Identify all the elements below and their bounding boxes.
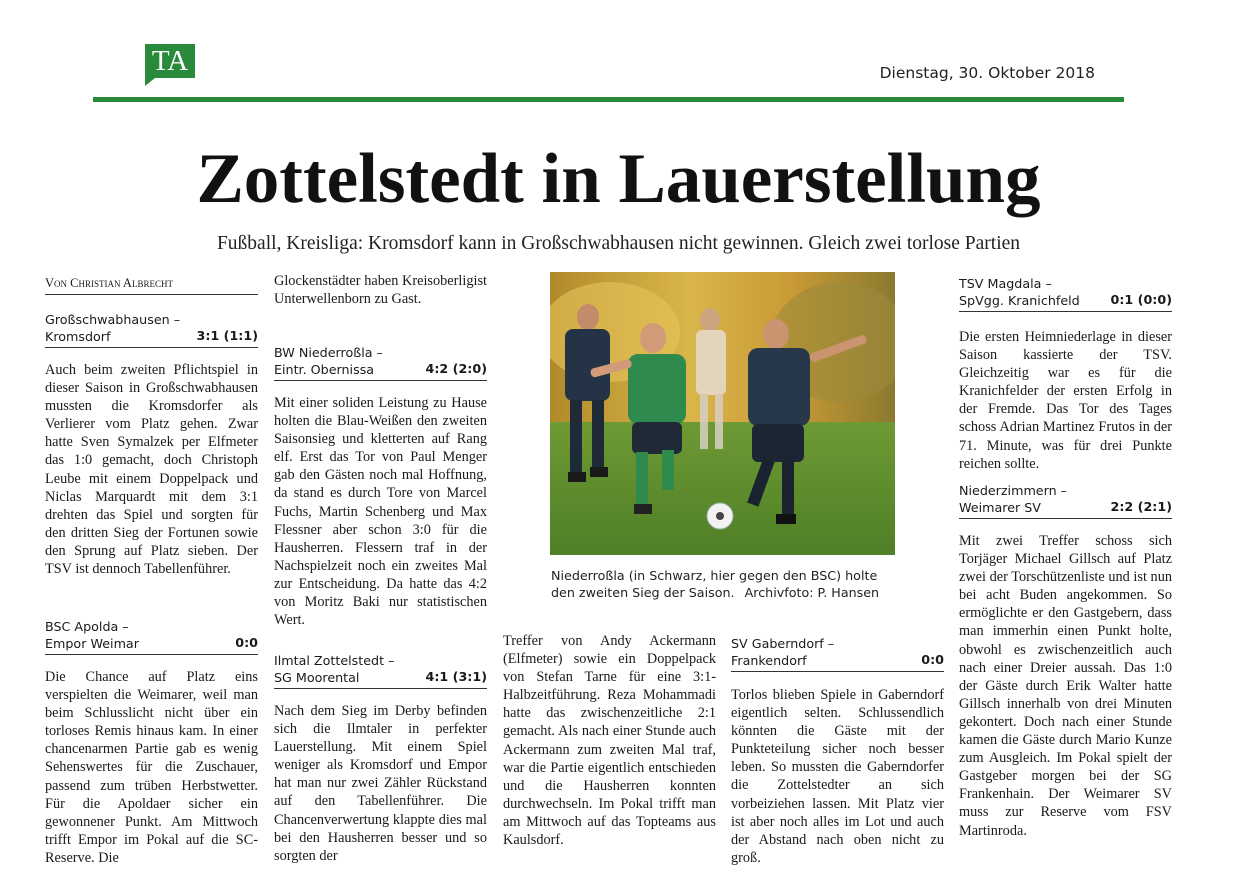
match-report: Mit zwei Treffer schoss sich Torjäger Michael Gillsch auf Platz zwei der Torschützenliste und ist nun bei acht Buden angekommen. So ermöglichte er den Gastgebern, dass man immerhin einen Punkt holte, obwohl es zwischenzeitlich auch nach einer Dreier aussah. Das 1:0 der Gäste durch Erik Walter hatte Gillsch innerhalb von drei Minuten gekontert. Doch nach einer Stunde kamen die Gäste durch Mario Kunze zum Ausgleich. Im Pokal spielt der Gastgeber morgen bei der SG Frankenhain. Der Weimarer SV muss zur Reserve vom FSV Martinroda. <box>959 533 1172 839</box>
match-score: 3:1 (1:1) <box>196 328 258 343</box>
away-team: Frankendorf <box>731 653 807 668</box>
masthead-rule <box>93 97 1124 102</box>
caption-text: Niederroßla (in Schwarz, hier gegen den BSC) holte den zweiten Sieg der Saison. <box>551 568 878 600</box>
match-report-continued: Treffer von Andy Ackermann (Elfmeter) sowie ein Doppelpack von Stefan Tarne für eine 3:1-Halbzeitführung. Reza Mohammadi hatte das zwischenzeitliche 2:1 gemacht. Als nach einer Stunde auch Ackermann zum zweiten Mal traf, war die Partie eigentlich entschieden und die Hausherren konnten durchwechseln. Im Pokal trifft man am Mittwoch auf das Topteams aus Kaulsdorf. <box>503 633 716 849</box>
home-team: TSV Magdala – <box>959 276 1052 291</box>
home-team: SV Gaberndorf – <box>731 636 835 651</box>
match-report: Die Chance auf Platz eins verspielten die Weimarer, weil man beim Schlusslicht nicht über ein torloses Remis hinaus kam. In einer chancenarmen Partie gab es wenig Sehenswertes für die Zuschauer, passend zum trüben Herbstwetter. Für die Apoldaer sicher ein gewonnener Punkt. Am Mittwoch trifft Empor im Pokal auf die SC-Reserve. Die <box>45 669 258 866</box>
match-report: Die ersten Heimniederlage in dieser Saison kassierte der TSV. Gleichzeitig war es für die Kranichfelder der ersten Erfolg in der Fremde. Das Tor des Tages schoss Adrian Martinez Frutos in der 71. Minute, was für drei Punkte reichen sollte. <box>959 329 1172 472</box>
home-team: BW Niederroßla – <box>274 345 383 360</box>
byline: Von Christian Albrecht <box>45 276 258 295</box>
issue-date: Dienstag, 30. Oktober 2018 <box>879 64 1095 82</box>
match-score: 0:1 (0:0) <box>1110 292 1172 307</box>
match-score: 4:2 (2:0) <box>425 361 487 376</box>
match-header <box>274 652 487 689</box>
match-header <box>959 275 1172 312</box>
match-report: Torlos blieben Spiele in Gaberndorf eigentlich selten. Schlussendlich könnten die Gäste mit der Punkteteilung sicher noch besser leben. So mussten die Gaberndorfer die Zottelstedter an sich vorbeiziehen lassen. Mit Platz vier ist aber noch alles im Lot und auch der Abstand nach oben nicht zu groß. <box>731 687 944 866</box>
away-team: SpVgg. Kranichfeld <box>959 293 1080 308</box>
away-team: Empor Weimar <box>45 636 139 651</box>
photo-credit: Archivfoto: P. Hansen <box>744 585 880 600</box>
match-report-continued: Glockenstädter haben Kreisoberligist Unterwellenborn zu Gast. <box>274 273 487 308</box>
away-team: Kromsdorf <box>45 329 111 344</box>
home-team: BSC Apolda – <box>45 619 129 634</box>
home-team: Ilmtal Zottelstedt – <box>274 653 395 668</box>
match-header <box>959 482 1172 519</box>
match-header <box>45 311 258 348</box>
article-headline: Zottelstedt in Lauerstellung <box>196 140 1041 218</box>
match-report: Auch beim zweiten Pflichtspiel in dieser Saison in Großschwabhausen mussten die Kromsdorfer als Verlierer vom Platz gehen. Zwar hatte Sven Symalzek per Elfmeter das 1:0 gemacht, doch Christoph Leube mit einem Doppelpack und Niclas Marquardt mit dem 3:1 drehten das Spiel und sorgten für den dritten Sieg der Fortunen sowie den Sprung auf Platz sieben. Der TSV ist dennoch Tabellenführer. <box>45 362 258 578</box>
photo-caption <box>551 567 901 601</box>
match-header <box>731 635 944 672</box>
match-score: 2:2 (2:1) <box>1110 499 1172 514</box>
logo-tail-shape <box>145 78 155 86</box>
home-team: Großschwabhausen – <box>45 312 181 327</box>
away-team: Eintr. Obernissa <box>274 362 375 377</box>
home-team: Niederzimmern – <box>959 483 1068 498</box>
match-report: Nach dem Sieg im Derby befinden sich die Ilmtaler in perfekter Lauerstellung. Mit einem Spiel weniger als Kromsdorf und Empor hat man nur zwei Zähler Rückstand auf den Tabellenführer. Die Chancenverwertung klappte dies mal bei den Hausherren besser und so sorgten der <box>274 703 487 864</box>
match-score: 0:0 <box>921 652 944 667</box>
match-header <box>45 618 258 655</box>
match-photo <box>550 272 895 555</box>
match-header <box>274 344 487 381</box>
match-report: Mit einer soliden Leistung zu Hause holten die Blau-Weißen den zweiten Saisonsieg und kletterten auf Rang elf. Erst das Tor von Paul Menger gab den Gästen noch mal Hoffnung, da stand es durch Tore von Marcel Fuchs, Martin Schenberg und Max Flessner aber schon 3:0 für die Hausherren. Flessern traf in der Nachspielzeit noch ein zweites Mal zur Entscheidung. Da hatte das 4:2 von Moritz Baki nur statistischen Wert. <box>274 395 487 629</box>
away-team: SG Moorental <box>274 670 360 685</box>
match-score: 4:1 (3:1) <box>425 669 487 684</box>
newspaper-logo: TA <box>145 44 195 78</box>
match-score: 0:0 <box>235 635 258 650</box>
football-players-image <box>550 272 895 555</box>
article-subline: Fußball, Kreisliga: Kromsdorf kann in Großschwabhausen nicht gewinnen. Gleich zwei torlose Partien <box>216 233 1021 254</box>
away-team: Weimarer SV <box>959 500 1041 515</box>
